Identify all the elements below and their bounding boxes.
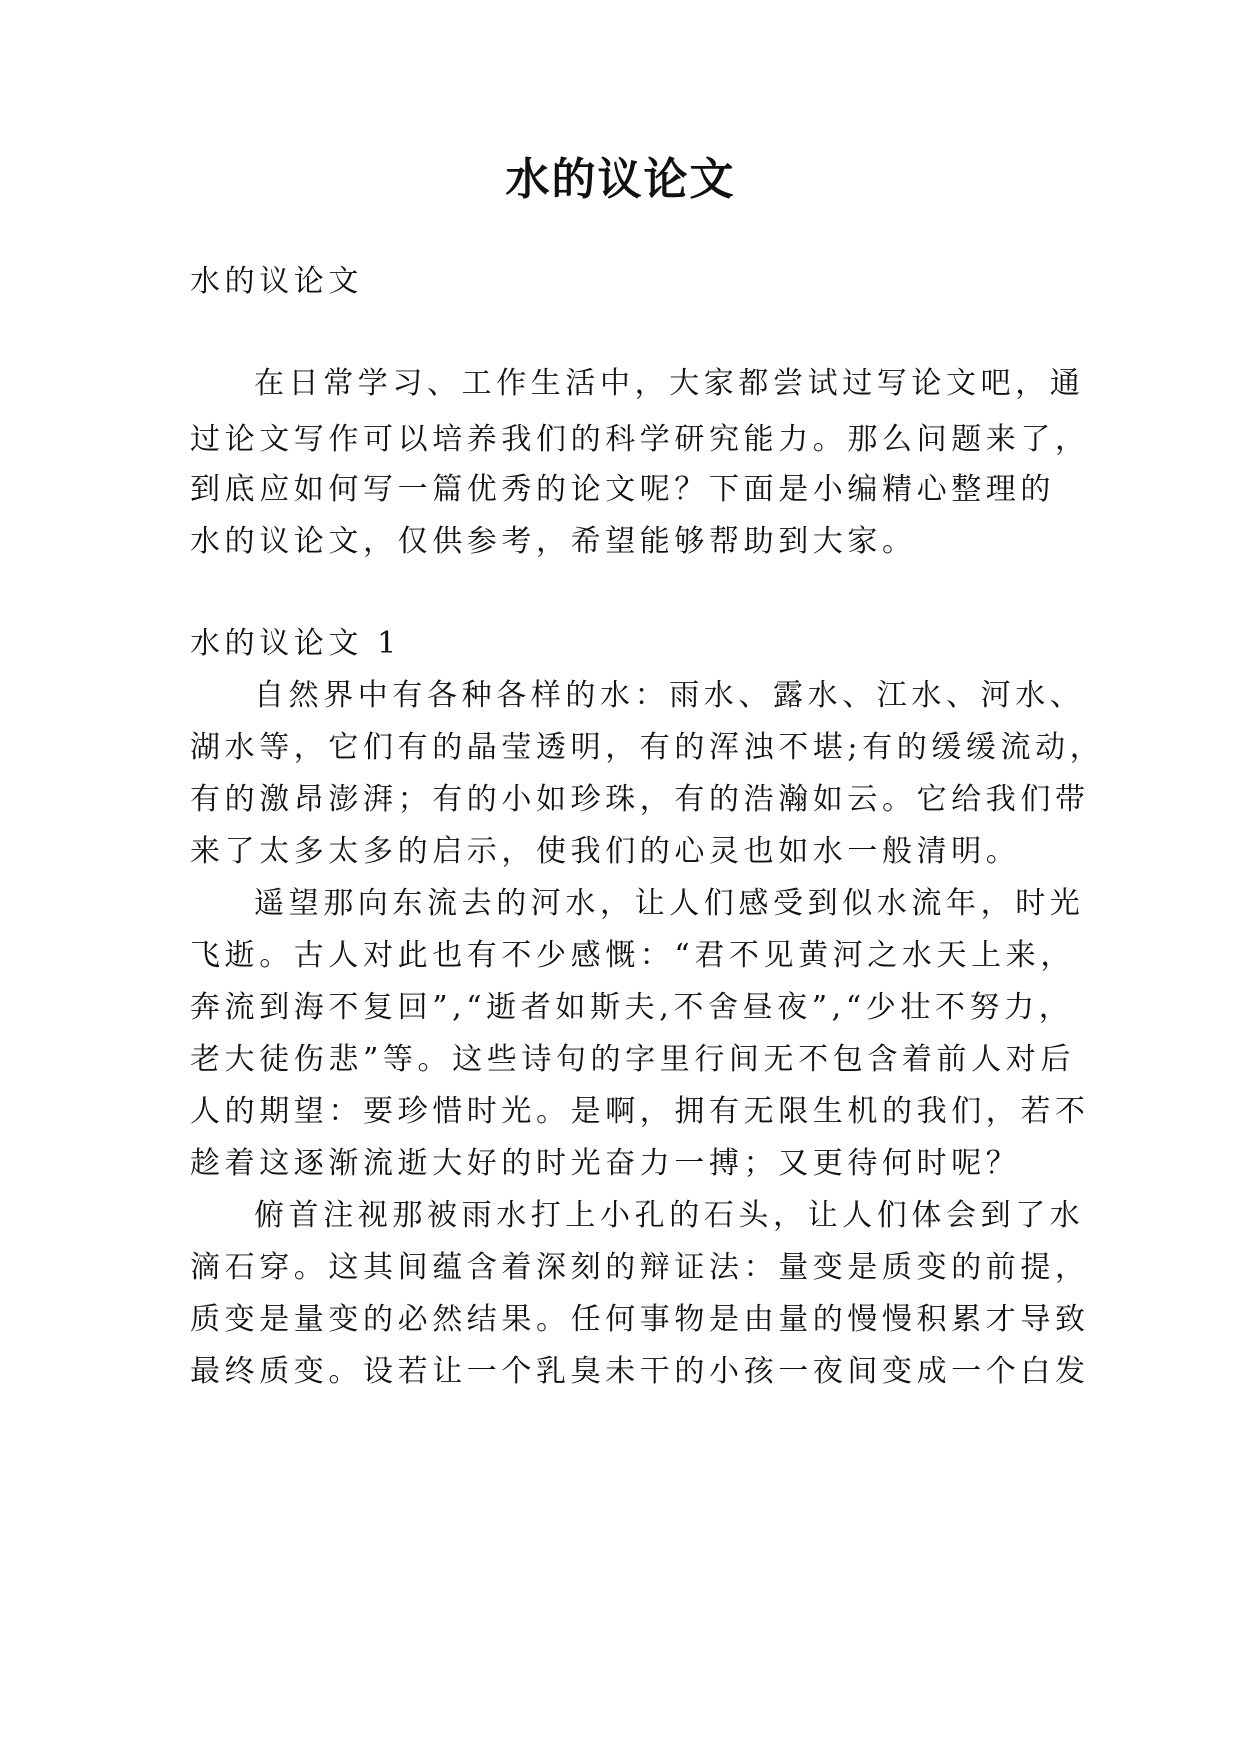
paragraph-line: 来了太多太多的启示，使我们的心灵也如水一般清明。 <box>190 834 1021 869</box>
paragraph-line: 趁着这逐渐流逝大好的时光奋力一搏；又更待何时呢？ <box>190 1146 1021 1181</box>
paragraph-line: 人的期望：要珍惜时光。是啊，拥有无限生机的我们，若不 <box>190 1094 1090 1129</box>
paragraph-line: 有的激昂澎湃；有的小如珍珠，有的浩瀚如云。它给我们带 <box>190 782 1090 817</box>
paragraph-line: 飞逝。古人对此也有不少感慨：“君不见黄河之水天上来， <box>190 938 1075 973</box>
intro-line: 水的议论文，仅供参考，希望能够帮助到大家。 <box>190 524 917 559</box>
paragraph-line: 自然界中有各种各样的水：雨水、露水、江水、河水、 <box>254 678 1085 713</box>
paragraph-line: 湖水等，它们有的晶莹透明，有的浑浊不堪;有的缓缓流动， <box>190 730 1105 765</box>
paragraph-line: 老大徒伤悲”等。这些诗句的字里行间无不包含着前人对后 <box>190 1042 1075 1077</box>
paragraph-line: 遥望那向东流去的河水，让人们感受到似水流年，时光 <box>254 886 1085 921</box>
paragraph-line: 俯首注视那被雨水打上小孔的石头，让人们体会到了水 <box>254 1198 1085 1233</box>
document-title: 水的议论文 <box>505 154 736 205</box>
paragraph-line: 质变是量变的必然结果。任何事物是由量的慢慢积累才导致 <box>190 1302 1090 1337</box>
intro-line: 到底应如何写一篇优秀的论文呢？下面是小编精心整理的 <box>190 472 1055 507</box>
section-heading: 水的议论文 1 <box>190 626 401 661</box>
paragraph-line: 奔流到海不复回”,“逝者如斯夫,不舍昼夜”,“少壮不努力， <box>190 990 1074 1025</box>
paragraph-line: 滴石穿。这其间蕴含着深刻的辩证法：量变是质变的前提， <box>190 1250 1090 1285</box>
intro-line: 过论文写作可以培养我们的科学研究能力。那么问题来了， <box>190 422 1090 457</box>
document-subtitle: 水的议论文 <box>190 264 363 299</box>
paragraph-line: 最终质变。设若让一个乳臭未干的小孩一夜间变成一个白发 <box>190 1354 1090 1389</box>
intro-line: 在日常学习、工作生活中，大家都尝试过写论文吧，通 <box>254 366 1085 401</box>
